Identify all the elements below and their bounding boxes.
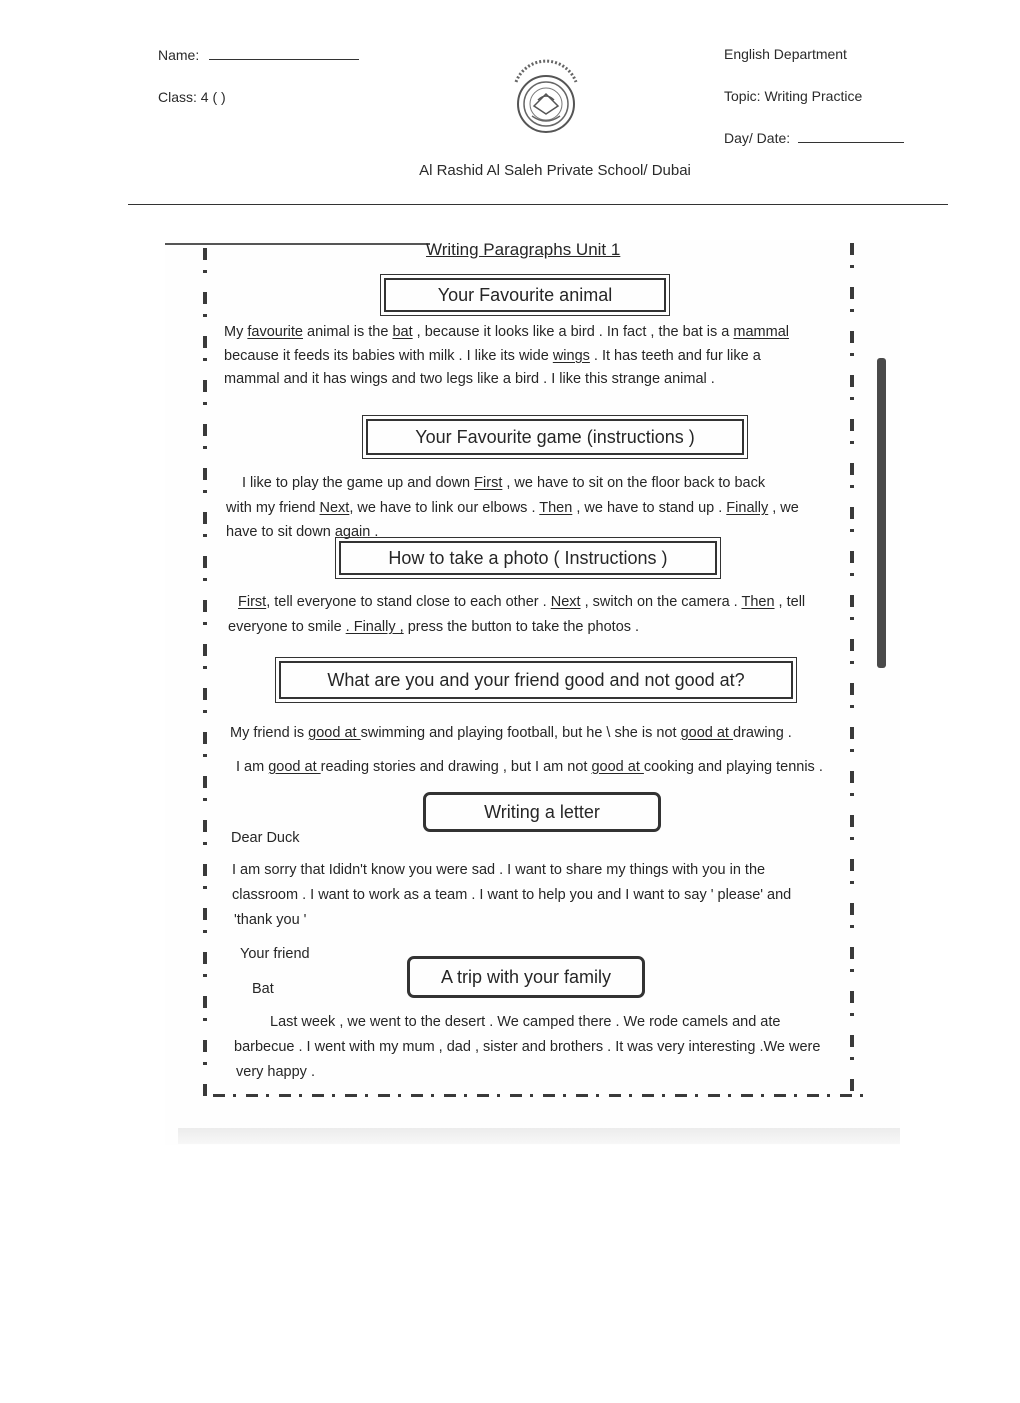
game-heading: Your Favourite game (instructions ) (415, 426, 695, 447)
letter-line-1: I am sorry that Ididn't know you were sad . I want to share my things with you in the (232, 862, 766, 878)
worksheet-top-line (165, 243, 430, 245)
school-name: Al Rashid Al Saleh Private School/ Dubai (419, 162, 691, 179)
school-crest-logo (508, 56, 584, 136)
good-heading: What are you and your friend good and not good at? (327, 669, 745, 690)
trip-line-1: Last week , we went to the desert . We camped there . We rode camels and ate (270, 1014, 781, 1030)
letter-line-3: 'thank you ' (234, 912, 307, 928)
scan-edge-shadow (178, 1128, 900, 1144)
name-label: Name: (158, 47, 200, 63)
department-label: English Department (724, 46, 847, 62)
letter-greeting: Dear Duck (231, 830, 300, 846)
name-field (158, 47, 359, 63)
topic-label: Topic: Writing Practice (724, 88, 863, 104)
letter-signature: Bat (252, 981, 274, 997)
animal-line-3: mammal and it has wings and two legs like a bird . I like this strange animal . (224, 371, 715, 387)
letter-heading-box (423, 792, 661, 832)
good-heading-box (279, 661, 793, 699)
class-label: Class: 4 ( ) (158, 89, 226, 105)
good-line-2: I am good at reading stories and drawing , but I am not good at cooking and playing tennis . (236, 759, 823, 775)
animal-line-1: My favourite animal is the bat , because it looks like a bird . In fact , the bat is a mammal (224, 324, 789, 340)
photo-line-2: everyone to smile . Finally , press the button to take the photos . (228, 619, 640, 635)
animal-heading: Your Favourite animal (437, 284, 613, 305)
letter-line-2: classroom . I want to work as a team . I want to help you and I want to say ' please' and (232, 887, 792, 903)
date-field (724, 130, 904, 146)
good-line-1: My friend is good at swimming and playing football, but he \ she is not good at drawing . (230, 725, 792, 741)
letter-closing: Your friend (240, 946, 310, 962)
animal-line-2: because it feeds its babies with milk . I like its wide wings . It has teeth and fur like a (224, 348, 761, 364)
date-blank (798, 130, 904, 143)
trip-heading: A trip with your family (440, 966, 612, 987)
date-label: Day/ Date: (724, 130, 791, 146)
scan-scrollbar-mark (877, 358, 886, 668)
worksheet-border-left (203, 248, 207, 1098)
header-divider (128, 204, 948, 205)
worksheet-border-right (850, 243, 854, 1093)
worksheet-border-bottom (213, 1094, 863, 1097)
game-line-1: I like to play the game up and down First , we have to sit on the floor back to back (242, 475, 766, 491)
animal-heading-box (384, 278, 666, 312)
trip-heading-box (407, 956, 645, 998)
letter-heading: Writing a letter (484, 801, 600, 822)
photo-line-1: First, tell everyone to stand close to each other . Next , switch on the camera . Then , tell (238, 594, 806, 610)
name-blank (209, 47, 359, 60)
worksheet-title: Writing Paragraphs Unit 1 (426, 240, 621, 259)
photo-heading-box (339, 541, 717, 575)
game-line-2: with my friend Next, we have to link our elbows . Then , we have to stand up . Finally , we (226, 500, 799, 516)
game-line-3: have to sit down again . (226, 524, 379, 540)
photo-heading: How to take a photo ( Instructions ) (388, 547, 668, 568)
trip-line-3: very happy . (236, 1064, 315, 1080)
trip-line-2: barbecue . I went with my mum , dad , sister and brothers . It was very interesting .We were (234, 1039, 821, 1055)
game-heading-box (366, 419, 744, 455)
